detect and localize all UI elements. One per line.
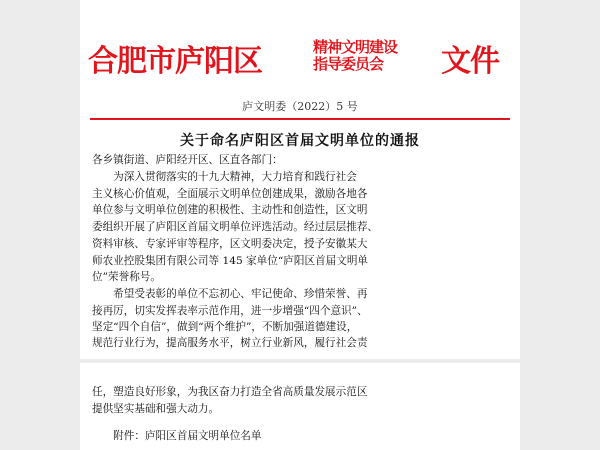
body-line: 规范行业行为，提高服务水平，树立行业新风，履行社会责	[92, 337, 368, 349]
header-document-label: 文件	[441, 44, 499, 79]
body-line: 任，塑造良好形象，为我区奋力打造全省高质量发展示范区	[92, 386, 368, 398]
body-line: 为深入贯彻落实的十九大精神，大力培育和践行社会	[92, 171, 357, 183]
header-issuer-subtitle-line1: 精神文明建设	[313, 38, 398, 56]
body-line: 委组织开展了庐阳区首届文明单位评选活动。经过层层推荐、	[92, 221, 379, 233]
body-line: 希望受表彰的单位不忘初心、牢记使命、珍惜荣誉、再	[92, 288, 368, 300]
body-line: 坚定“四个自信”，做到“两个维护”，不断加强道德建设，	[92, 321, 358, 333]
body-line: 师农业控股集团有限公司等 145 家单位“庐阳区首届文明单	[92, 255, 369, 267]
attachment-line: 附件：庐阳区首届文明单位名单	[92, 430, 262, 442]
document-title: 关于命名庐阳区首届文明单位的通报	[180, 133, 420, 149]
body-line: 主义核心价值观，全面展示文明单位创建成果，激励各地各	[92, 188, 368, 200]
body-line: 资料审核、专家评审等程序，区文明委决定，授予安徽某大	[92, 238, 368, 250]
header-issuer-name: 合肥市庐阳区	[88, 44, 262, 79]
body-line: 接再厉，切实发挥表率示范作用，进一步增强“四个意识”、	[92, 305, 368, 317]
header-divider	[90, 118, 510, 120]
document-number: 庐文明委（2022）5 号	[242, 100, 358, 113]
document-header	[88, 34, 528, 79]
body-line: 单位参与文明单位创建的积极性、主动性和创造性，区文明	[92, 204, 368, 216]
body-line: 位”荣誉称号。	[92, 271, 161, 283]
body-line: 各乡镇街道、庐阳经开区、区直各部门：	[92, 154, 283, 166]
header-issuer-subtitle-line2: 指导委员会	[313, 55, 384, 73]
body-line: 提供坚实基础和强大动力。	[92, 403, 220, 415]
